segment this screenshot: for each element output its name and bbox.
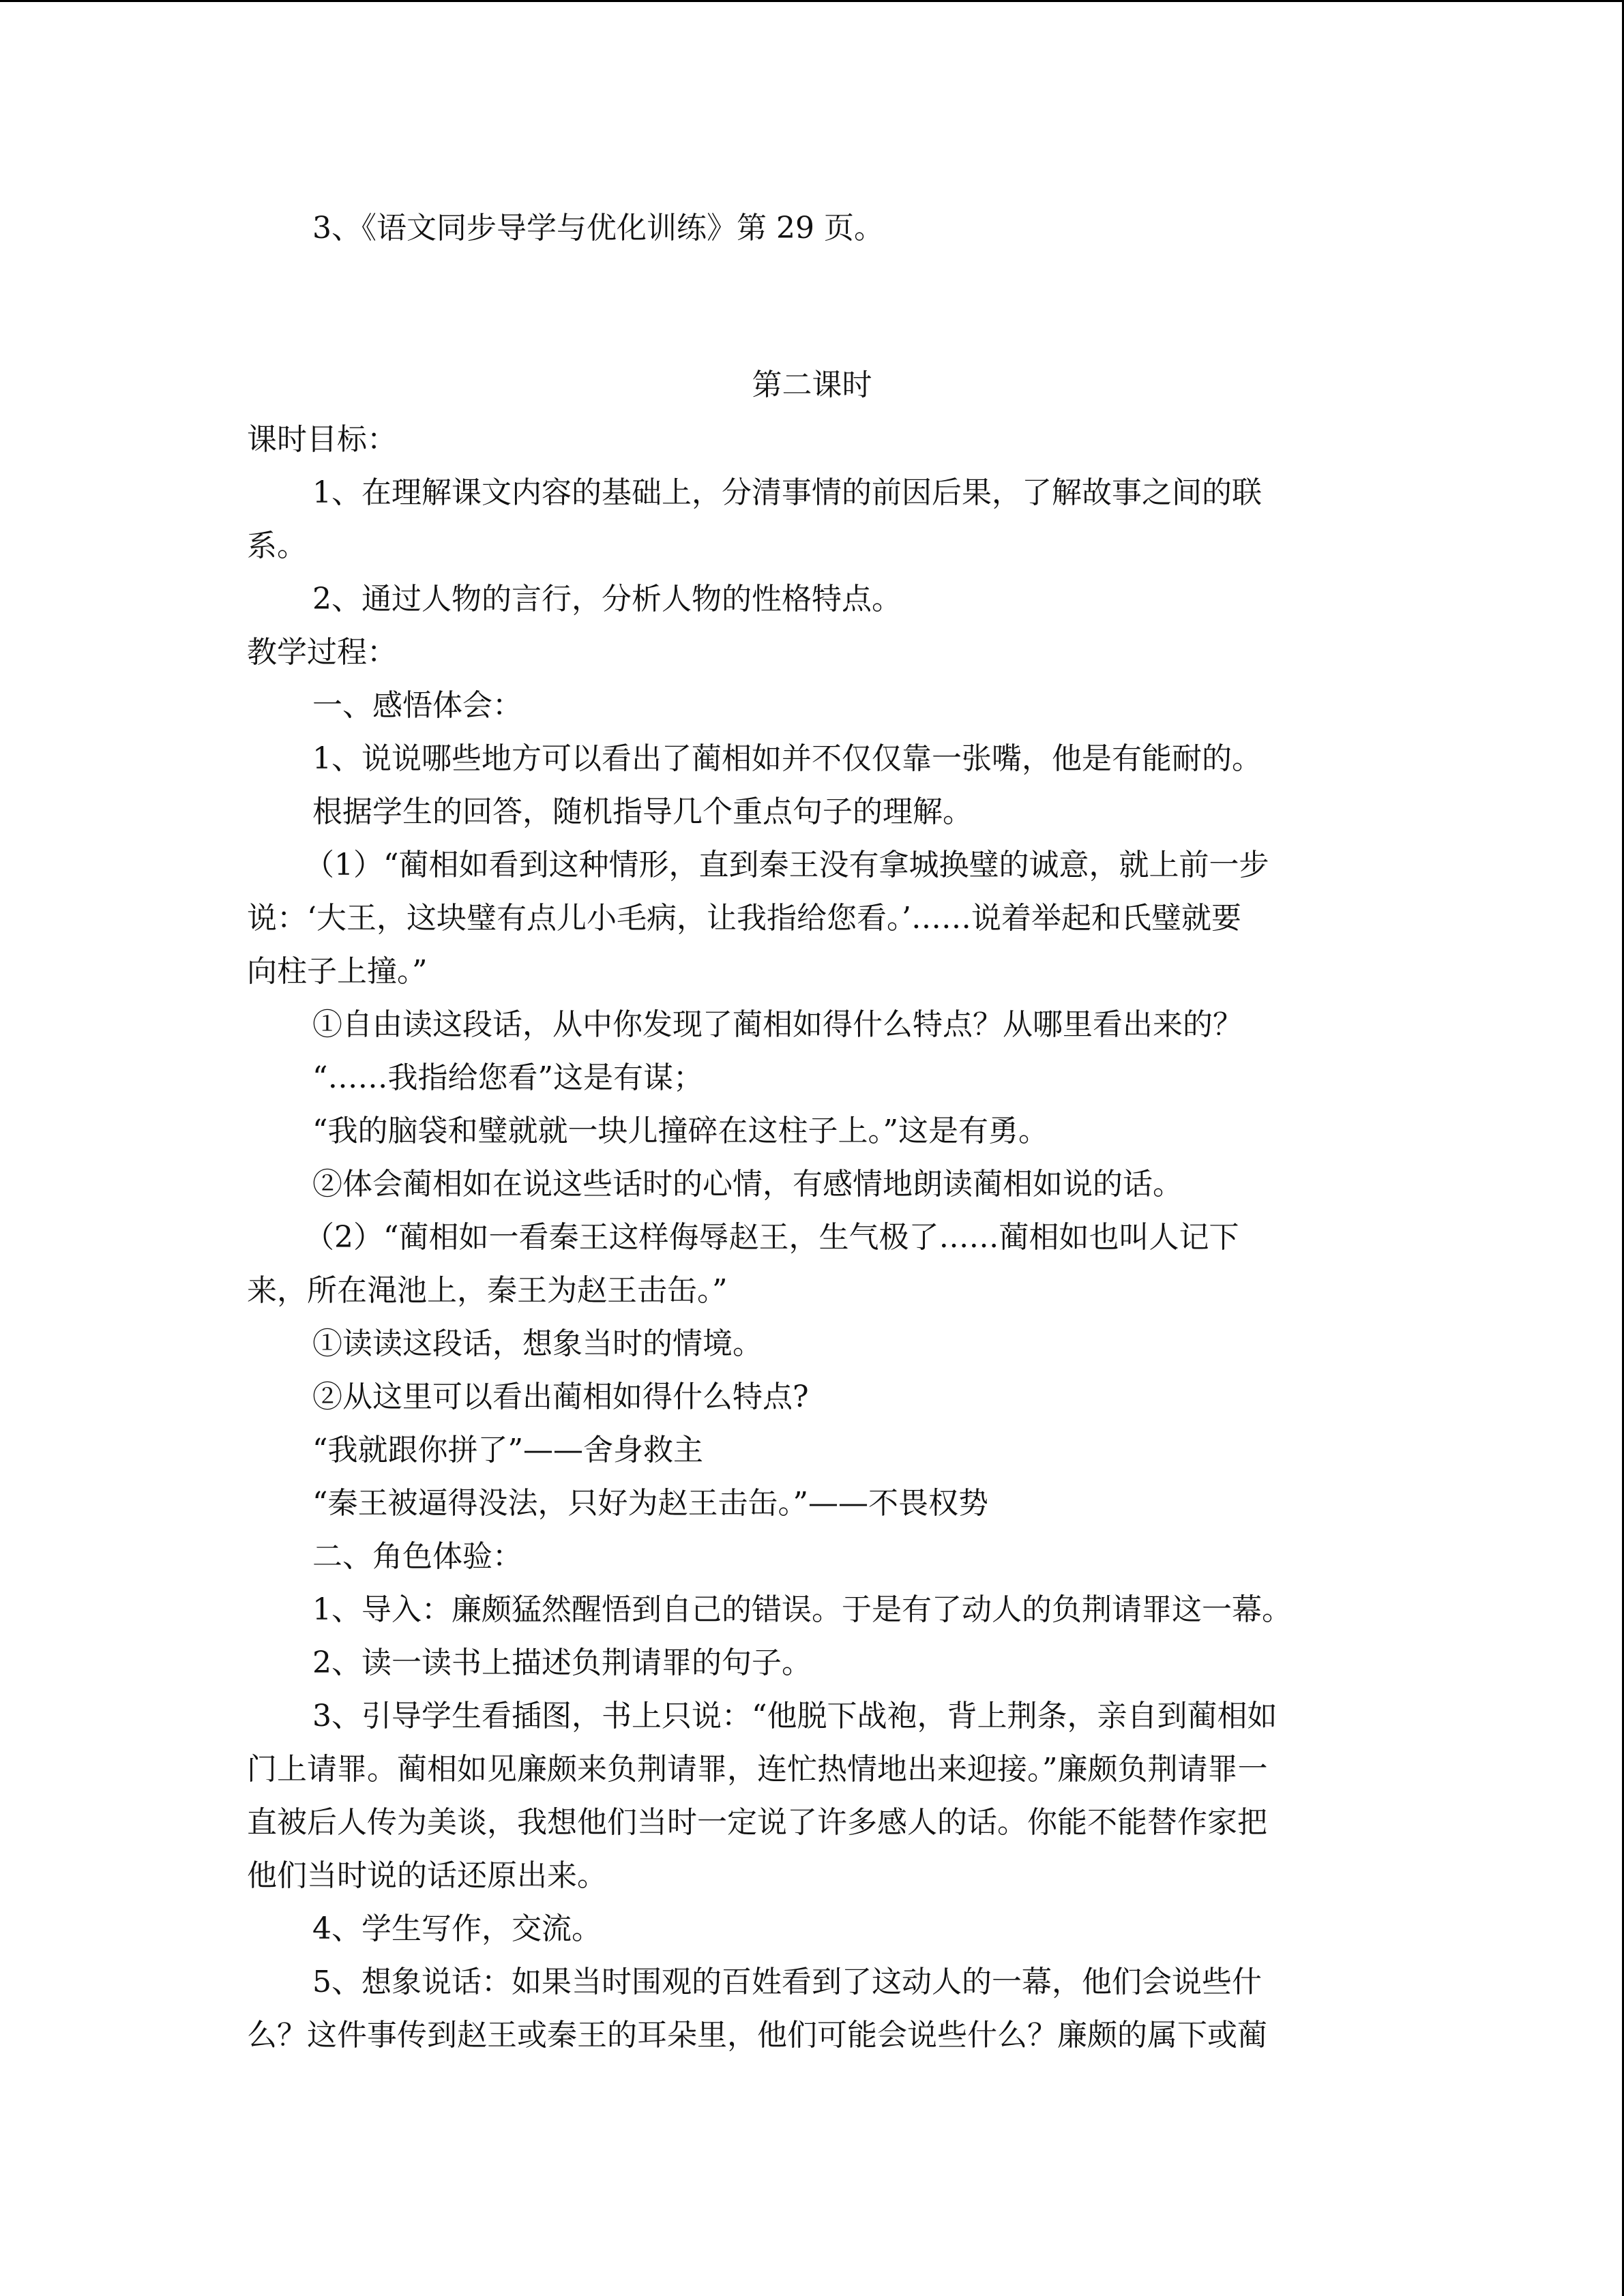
quote-2: （2）“蔺相如一看秦王这样侮辱赵王，生气极了……蔺相如也叫人记下: [304, 1220, 1239, 1255]
quote-1-task-1: ①自由读这段话，从中你发现了蔺相如得什么特点？从哪里看出来的？: [312, 1007, 1243, 1042]
quote-1-answer-1: “……我指给您看”这是有谋；: [312, 1060, 703, 1095]
quote-1-cont-2: 向柱子上撞。”: [247, 954, 428, 989]
process-heading: 教学过程：: [247, 635, 397, 670]
quote-1-task-2: ②体会蔺相如在说这些话时的心情，有感情地朗读蔺相如说的话。: [312, 1167, 1183, 1202]
part-1-guidance: 根据学生的回答，随机指导几个重点句子的理解。: [312, 794, 973, 829]
quote-2-task-1: ①读读这段话，想象当时的情境。: [312, 1326, 763, 1361]
part-2-item-3-cont-1: 门上请罪。蔺相如见廉颇来负荆请罪，连忙热情地出来迎接。”廉颇负荆请罪一: [247, 1752, 1268, 1787]
objective-1-cont: 系。: [247, 528, 307, 563]
quote-1-cont-1: 说：‘大王，这块璧有点儿小毛病，让我指给您看。’……说着举起和氏璧就要: [247, 901, 1241, 936]
part-2-item-4: 4、学生写作，交流。: [312, 1911, 602, 1946]
part-2-item-5: 5、想象说话：如果当时围观的百姓看到了这动人的一幕，他们会说些什: [312, 1965, 1262, 1999]
part-2-item-3: 3、引导学生看插图，书上只说：“他脱下战袍，背上荆条，亲自到蔺相如: [312, 1699, 1278, 1733]
part-2-item-3-cont-3: 他们当时说的话还原出来。: [247, 1858, 607, 1893]
objective-2: 2、通过人物的言行，分析人物的性格特点。: [312, 582, 902, 616]
quote-2-cont: 来，所在渑池上，秦王为赵王击缶。”: [247, 1273, 728, 1308]
quote-2-answer-1: “我就跟你拼了”——舍身救主: [312, 1433, 703, 1467]
quote-1-answer-2: “我的脑袋和璧就就一块儿撞碎在这柱子上。”这是有勇。: [312, 1114, 1048, 1148]
part-2-item-2: 2、读一读书上描述负荆请罪的句子。: [312, 1645, 812, 1680]
quote-2-task-2: ②从这里可以看出蔺相如得什么特点?: [312, 1380, 809, 1414]
part-2-heading: 二、角色体验：: [312, 1539, 522, 1574]
quote-1: （1）“蔺相如看到这种情形，直到秦王没有拿城换璧的诚意，就上前一步: [304, 848, 1269, 882]
part-2-item-3-cont-2: 直被后人传为美谈，我想他们当时一定说了许多感人的话。你能不能替作家把: [247, 1805, 1267, 1840]
part-1-heading: 一、感悟体会：: [312, 688, 522, 723]
part-2-item-5-cont: 么？这件事传到赵王或秦王的耳朵里，他们可能会说些什么？廉颇的属下或蔺: [247, 2018, 1267, 2053]
part-2-item-1: 1、导入：廉颇猛然醒悟到自己的错误。于是有了动人的负荆请罪这一幕。: [312, 1592, 1292, 1627]
quote-2-answer-2: “秦王被逼得没法，只好为赵王击缶。”——不畏权势: [312, 1486, 988, 1521]
objective-1: 1、在理解课文内容的基础上，分清事情的前因后果，了解故事之间的联: [312, 475, 1262, 510]
section-title: 第二课时: [752, 368, 872, 402]
homework-item-3: 3、《语文同步导学与优化训练》第 29 页。: [312, 211, 884, 245]
part-1-item-1: 1、说说哪些地方可以看出了蔺相如并不仅仅靠一张嘴，他是有能耐的。: [312, 741, 1262, 776]
objectives-heading: 课时目标：: [247, 422, 397, 457]
